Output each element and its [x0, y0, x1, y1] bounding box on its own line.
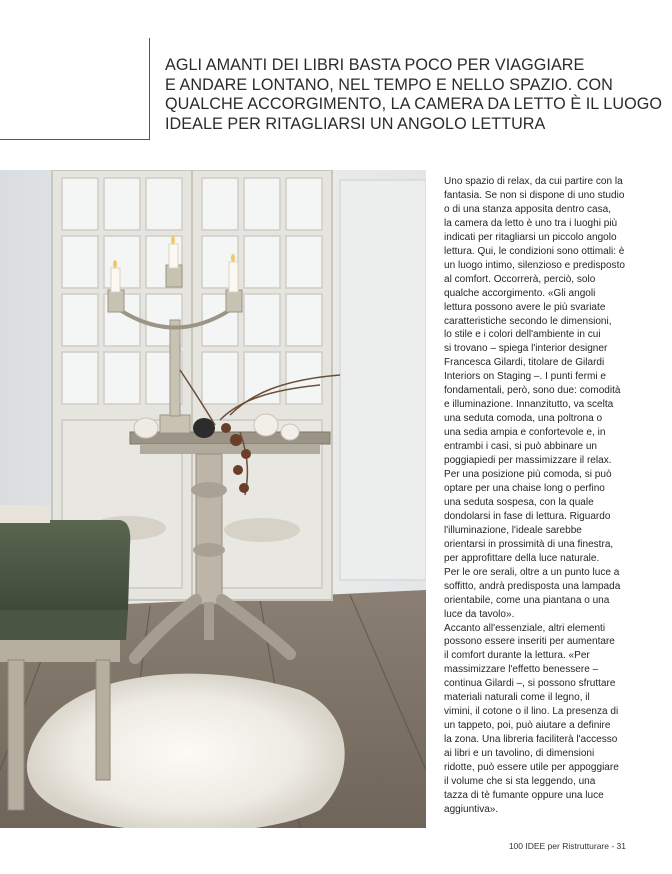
body-line: Interiors on Staging –. I punti fermi e [444, 371, 606, 383]
body-line: un tappeto, poi, può aiutare a definire [444, 720, 611, 732]
body-line: possono essere inseriti per aumentare [444, 636, 615, 648]
body-line: materiali naturali come il legno, il [444, 692, 590, 704]
body-line: una sedia ampia e confortevole e, in [444, 427, 606, 439]
body-line: ai libri e un tavolino, di dimensioni [444, 748, 595, 760]
body-line: massimizzare l'effetto benessere – [444, 664, 599, 676]
headline-line: IDEALE PER RITAGLIARSI UN ANGOLO LETTURA [165, 114, 546, 133]
body-line: orientabile, come una piantana o una [444, 594, 610, 606]
body-line: Per una posizione più comoda, si può [444, 469, 612, 481]
body-line: il volume che si sta leggendo, una [444, 775, 596, 787]
body-line: soffitto, andrà predisposta una lampada [444, 580, 621, 592]
body-line: al comfort. Occorrerà, perciò, solo [444, 273, 596, 285]
rule-top [0, 139, 150, 140]
body-line: una seduta sospesa, con la quale [444, 496, 594, 508]
body-line: l'illuminazione, l'ideale sarebbe [444, 524, 582, 536]
headline-line: E ANDARE LONTANO, NEL TEMPO E NELLO SPAZIO. CON [165, 75, 613, 94]
body-line: aggiuntiva». [444, 803, 499, 815]
body-line: per approfittare della luce naturale. [444, 552, 600, 564]
body-line: entrambi i casi, si può abbinare un [444, 441, 598, 453]
body-line: fantasia. Se non si dispone di uno studio [444, 189, 625, 201]
body-line: e illuminazione. Innanzitutto, va scelta [444, 399, 614, 411]
headline-line: QUALCHE ACCORGIMENTO, LA CAMERA DA LETTO È IL LUOGO [165, 95, 662, 113]
body-line: lettura. Qui, le condizioni sono ottimali: è [444, 245, 625, 257]
body-line: orientarsi in prossimità di una finestra, [444, 538, 614, 550]
body-line: Per le ore serali, oltre a un punto luce a [444, 566, 620, 578]
body-line: qualche accorgimento. «Gli angoli [444, 287, 596, 299]
body-line: il comfort durante la lettura. «Per [444, 650, 590, 662]
headline [165, 56, 665, 134]
body-line: la zona. Una libreria faciliterà l'accesso [444, 734, 618, 746]
reading-corner-photo [0, 170, 426, 828]
rule-left [149, 38, 150, 140]
body-line: lettura possono avere le più svariate [444, 301, 606, 313]
body-line: si trovano – spiega l'interior designer [444, 343, 608, 355]
body-line: Accanto all'essenziale, altri elementi [444, 622, 606, 634]
body-line: tazza di tè fumante oppure una luce [444, 789, 604, 801]
body-line: Francesca Gilardi, titolare de Gilardi [444, 357, 605, 369]
body-line: una seduta comoda, una poltrona o [444, 413, 603, 425]
body-text [444, 175, 656, 817]
headline-line: AGLI AMANTI DEI LIBRI BASTA POCO PER VIAGGIARE [165, 56, 585, 74]
body-line: luce da tavolo». [444, 608, 515, 620]
body-line: un luogo intimo, silenzioso e predisposto [444, 259, 625, 271]
body-line: o di una stanza apposita dentro casa, [444, 203, 612, 215]
body-line: caratteristiche secondo le dimensioni, [444, 315, 612, 327]
page-footer: 100 IDEE per Ristrutturare - 31 [508, 841, 626, 851]
body-line: Uno spazio di relax, da cui partire con la [444, 176, 623, 187]
body-line: lo stile e i colori dell'ambiente in cui [444, 329, 601, 341]
body-line: indicati per ritagliarsi un piccolo angolo [444, 231, 617, 243]
body-line: la camera da letto è uno tra i luoghi più [444, 217, 618, 229]
body-line: ridotte, può essere utile per appoggiare [444, 762, 619, 774]
body-line: dondolarsi in fase di lettura. Riguardo [444, 510, 611, 522]
body-line: optare per una chaise long o perfino [444, 482, 605, 494]
body-line: continua Gilardi –, si possono sfruttare [444, 678, 616, 690]
body-line: vimini, il cotone o il lino. La presenza di [444, 706, 619, 718]
body-line: poggiapiedi per massimizzare il relax. [444, 455, 612, 467]
body-line: fondamentali, però, sono due: comodità [444, 385, 621, 397]
